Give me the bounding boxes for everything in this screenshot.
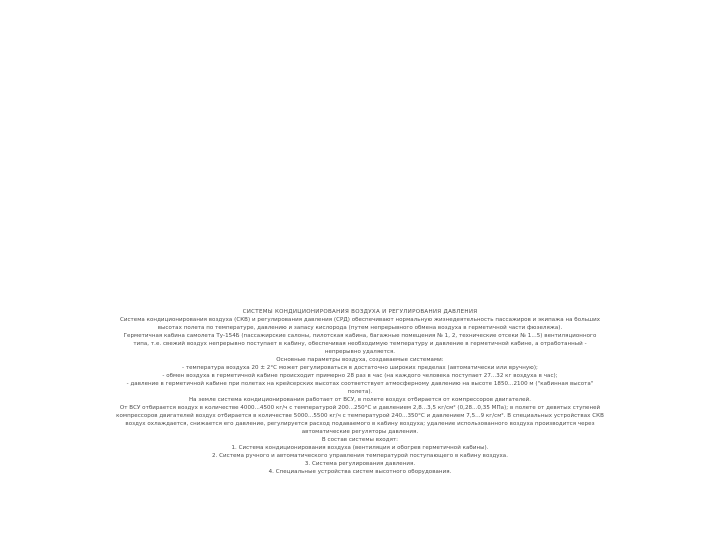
paragraph-cabin: Герметичная кабина самолета Ту-154Б (пассажирские салоны, пилотская кабина, багажные помещения № 1, 2, технические отсеки № 1...5) вентиляционного типа, т.е. свежий воздух непрерывно поступает в кабину, обеспечивая необходимую температуру и давление в герметичной кабине, а отработанный - непрерывно удаляется.: [123, 333, 597, 355]
list-item-4: 4. Специальные устройства систем высотного оборудования.: [268, 469, 452, 475]
paragraph-ground-operation: На земле система кондиционирования работает от ВСУ, в полете воздух отбирается от компрессоров двигателей.: [188, 397, 532, 403]
list-item-3: 3. Система регулирования давления.: [304, 461, 416, 467]
document-body: [116, 308, 604, 476]
paragraph-air-exchange: - обмен воздуха в герметичной кабине происходит примерно 28 раз в час (на каждого человека поступает 27...32 кг воздуха в час);: [162, 373, 558, 379]
paragraph-parameters-heading: Основные параметры воздуха, создаваемые системами:: [276, 357, 444, 363]
paragraph-bleed-air: От ВСУ отбирается воздух в количестве 4000...4500 кг/ч с температурой 200...250°С и давлением 2,8...3,5 кг/см² (0,28...0,35 МПа); в полете от девятых ступеней компрессоров двигателей воздух отбирается в количестве 5000...5500 кг/ч с температурой 240...350°С и давлением 7,5...9 кг/см². В специальных устройствах СКВ воздух охлаждается, снижается его давление, регулируется расход подаваемого в кабину воздуха; удаление использованного воздуха производится через автоматические регуляторы давления.: [116, 405, 604, 435]
list-item-1: 1. Система кондиционирования воздуха (вентиляция и обогрев герметичной кабины).: [231, 445, 489, 451]
paragraph-pressure: - давление в герметичной кабине при полетах на крейсерских высотах соответствует атмосферному давлению на высоте 1850...2100 м ("кабинная высота" полета).: [126, 381, 594, 395]
list-item-2: 2. Система ручного и автоматического управления температурой поступающего в кабину воздуха.: [211, 453, 509, 459]
paragraph-purpose: Система кондиционирования воздуха (СКВ) и регулирования давления (СРД) обеспечивают нормальную жизнедеятельность пассажиров и экипажа на больших высотах полета по температуре, давлению и запасу кислорода (путем непрерывного обмена воздуха в герметичной части фюзеляжа).: [119, 317, 601, 331]
paragraph-composition-heading: В состав системы входят:: [321, 437, 399, 443]
document-title: СИСТЕМЫ КОНДИЦИОНИРОВАНИЯ ВОЗДУХА И РЕГУЛИРОВАНИЯ ДАВЛЕНИЯ: [242, 309, 478, 315]
paragraph-temperature: - температура воздуха 20 ± 2°С может регулироваться в достаточно широких пределах (автоматически или вручную);: [182, 365, 538, 371]
